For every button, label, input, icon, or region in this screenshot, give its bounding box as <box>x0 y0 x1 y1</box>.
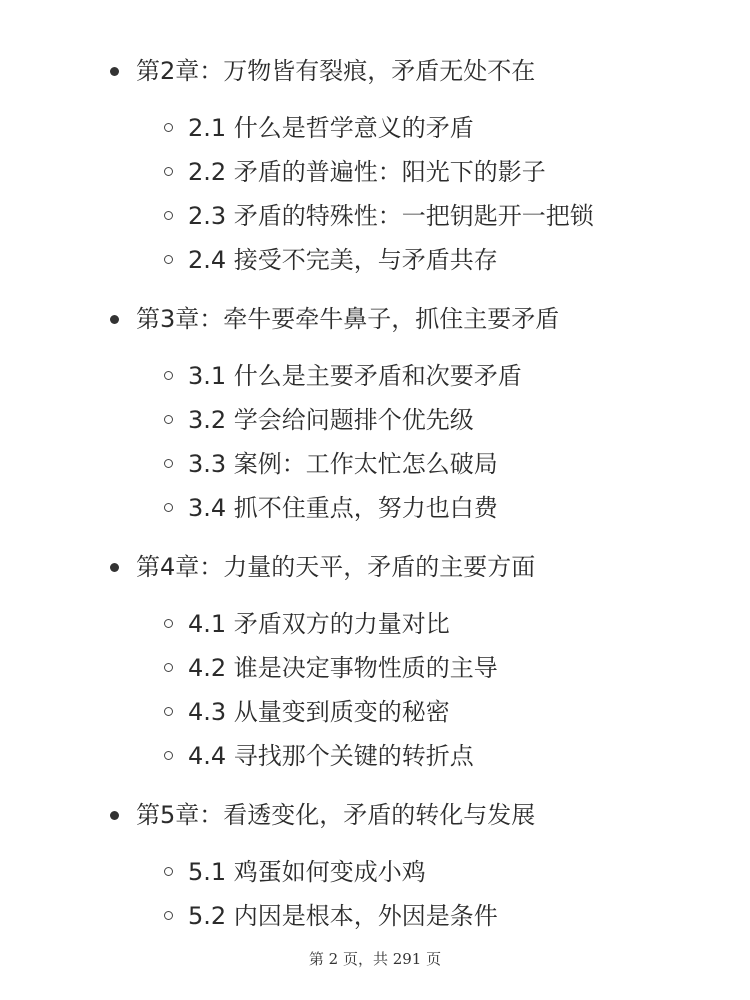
section-item <box>0 398 750 442</box>
chapter-title-text: 第3章：牵牛要牵牛鼻子，抓住主要矛盾 <box>136 305 560 333</box>
chapter-2 <box>0 48 750 282</box>
bullet-dot-icon <box>110 811 119 820</box>
table-of-contents <box>0 48 750 952</box>
bullet-circle-icon <box>164 663 173 672</box>
bullet-circle-icon <box>164 123 173 132</box>
page-number-footer: 第 2 页，共 291 页 <box>308 950 442 968</box>
section-item <box>0 486 750 530</box>
section-text: 3.2 学会给问题排个优先级 <box>188 406 474 434</box>
bullet-circle-icon <box>164 911 173 920</box>
section-text: 5.1 鸡蛋如何变成小鸡 <box>188 858 426 886</box>
bullet-circle-icon <box>164 867 173 876</box>
chapter-title <box>0 48 750 94</box>
section-text: 4.4 寻找那个关键的转折点 <box>188 742 474 770</box>
chapter-title <box>0 544 750 590</box>
bullet-dot-icon <box>110 563 119 572</box>
bullet-circle-icon <box>164 255 173 264</box>
section-item <box>0 106 750 150</box>
bullet-circle-icon <box>164 459 173 468</box>
section-item <box>0 602 750 646</box>
section-list <box>0 354 750 530</box>
bullet-circle-icon <box>164 167 173 176</box>
chapter-4 <box>0 544 750 778</box>
section-item <box>0 354 750 398</box>
section-item <box>0 850 750 894</box>
chapter-title-text: 第4章：力量的天平，矛盾的主要方面 <box>136 553 536 581</box>
section-item <box>0 150 750 194</box>
chapter-5 <box>0 792 750 938</box>
section-text: 3.3 案例：工作太忙怎么破局 <box>188 450 498 478</box>
chapter-title-text: 第2章：万物皆有裂痕，矛盾无处不在 <box>136 57 536 85</box>
section-text: 2.1 什么是哲学意义的矛盾 <box>188 114 474 142</box>
bullet-circle-icon <box>164 707 173 716</box>
section-item <box>0 442 750 486</box>
section-list <box>0 106 750 282</box>
section-item <box>0 894 750 938</box>
bullet-dot-icon <box>110 315 119 324</box>
bullet-circle-icon <box>164 619 173 628</box>
section-text: 4.1 矛盾双方的力量对比 <box>188 610 450 638</box>
chapter-title <box>0 792 750 838</box>
section-text: 3.4 抓不住重点，努力也白费 <box>188 494 498 522</box>
section-text: 4.2 谁是决定事物性质的主导 <box>188 654 498 682</box>
section-text: 4.3 从量变到质变的秘密 <box>188 698 450 726</box>
section-item <box>0 194 750 238</box>
bullet-circle-icon <box>164 371 173 380</box>
chapter-3 <box>0 296 750 530</box>
bullet-dot-icon <box>110 67 119 76</box>
section-list <box>0 850 750 938</box>
section-text: 3.1 什么是主要矛盾和次要矛盾 <box>188 362 522 390</box>
bullet-circle-icon <box>164 751 173 760</box>
section-item <box>0 646 750 690</box>
bullet-circle-icon <box>164 415 173 424</box>
section-list <box>0 602 750 778</box>
section-text: 2.3 矛盾的特殊性：一把钥匙开一把锁 <box>188 202 594 230</box>
section-item <box>0 690 750 734</box>
section-text: 5.2 内因是根本，外因是条件 <box>188 902 498 930</box>
section-item <box>0 238 750 282</box>
bullet-circle-icon <box>164 211 173 220</box>
section-text: 2.4 接受不完美，与矛盾共存 <box>188 246 498 274</box>
chapter-title-text: 第5章：看透变化，矛盾的转化与发展 <box>136 801 536 829</box>
bullet-circle-icon <box>164 503 173 512</box>
section-item <box>0 734 750 778</box>
section-text: 2.2 矛盾的普遍性：阳光下的影子 <box>188 158 546 186</box>
chapter-title <box>0 296 750 342</box>
